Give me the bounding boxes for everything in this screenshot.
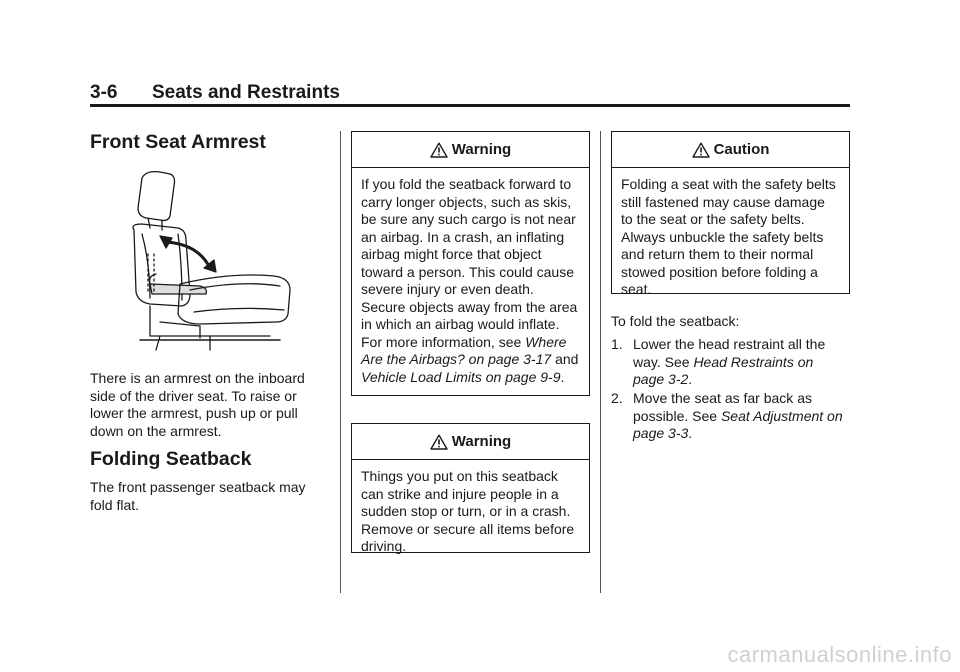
section-title: Seats and Restraints [152,82,340,103]
warning-body-text: If you fold the seatback forward to carry longer objects, such as skis, be sure any such cargo is not near an airbag. In a crash, an inflating airbag might force that object toward a person. This could cause severe injury or even death. Secure objects away from the area in which an airbag would inflate. For more information, see [361,176,578,350]
warning-box-header [352,424,589,460]
warning-body-end: . [560,368,565,385]
warning-triangle-icon [430,434,448,450]
warning-triangle-icon [430,142,448,158]
watermark: carmanualsonline.info [727,642,952,667]
page-header [90,82,850,106]
warning-box-body: Things you put on this seatback can strike and injure people in a sudden stop or turn, or in a crash. Remove or secure all items before driving. [361,468,575,554]
header-rule [90,104,850,107]
armrest-paragraph: There is an armrest on the inboard side of the driver seat. To raise or lower the armrest, push up or pull down on the armrest. [90,370,305,439]
step-text [633,390,848,443]
warning-box-airbag [351,131,590,396]
warning-title: Warning [451,141,512,158]
head-restraints-reference-link[interactable]: Head Restraints on page 3-2 [633,353,814,387]
caution-box-body: Folding a seat with the safety belts still fastened may cause damage to the seat or the safety belts. Always unbuckle the safety belts and return them to their normal stowed position before folding a seat. [621,176,836,297]
step-end: . [688,371,693,387]
step-end: . [688,425,693,441]
warning-box-body [352,168,589,394]
caution-triangle-icon [692,142,710,158]
list-item-step-2 [611,390,850,446]
step-instruction: Move the seat as far back as possible. See [633,390,812,424]
list-item-step-1 [611,336,850,392]
step-number: 1. [611,336,623,352]
seat-adjustment-reference-link[interactable]: Seat Adjustment on page 3-3 [633,407,843,441]
heading-front-seat-armrest: Front Seat Armrest [90,131,266,153]
caution-box [611,131,850,297]
heading-folding-seatback: Folding Seatback [90,448,252,470]
column-divider-right [600,131,601,593]
and-text: and [555,351,579,367]
step-text [633,336,848,389]
airbag-reference-link[interactable]: Where Are the Airbags? on page 3-17 [361,333,567,367]
seat-armrest-illustration [90,164,325,354]
column-divider-left [340,131,341,593]
warning-title: Warning [451,433,512,450]
page-number: 3-6 [90,82,118,103]
step-number: 2. [611,390,623,406]
fold-intro-text: To fold the seatback: [611,313,740,329]
caution-title: Caution [713,141,770,158]
warning-box-header [352,132,589,168]
caution-box-header [612,132,849,168]
warning-box-seatback-items [351,423,590,553]
vehicle-load-reference-link[interactable]: Vehicle Load Limits on page 9-9 [361,368,561,385]
step-instruction: Lower the head restraint all the way. See [633,336,826,370]
folding-paragraph: The front passenger seatback may fold flat. [90,479,306,513]
